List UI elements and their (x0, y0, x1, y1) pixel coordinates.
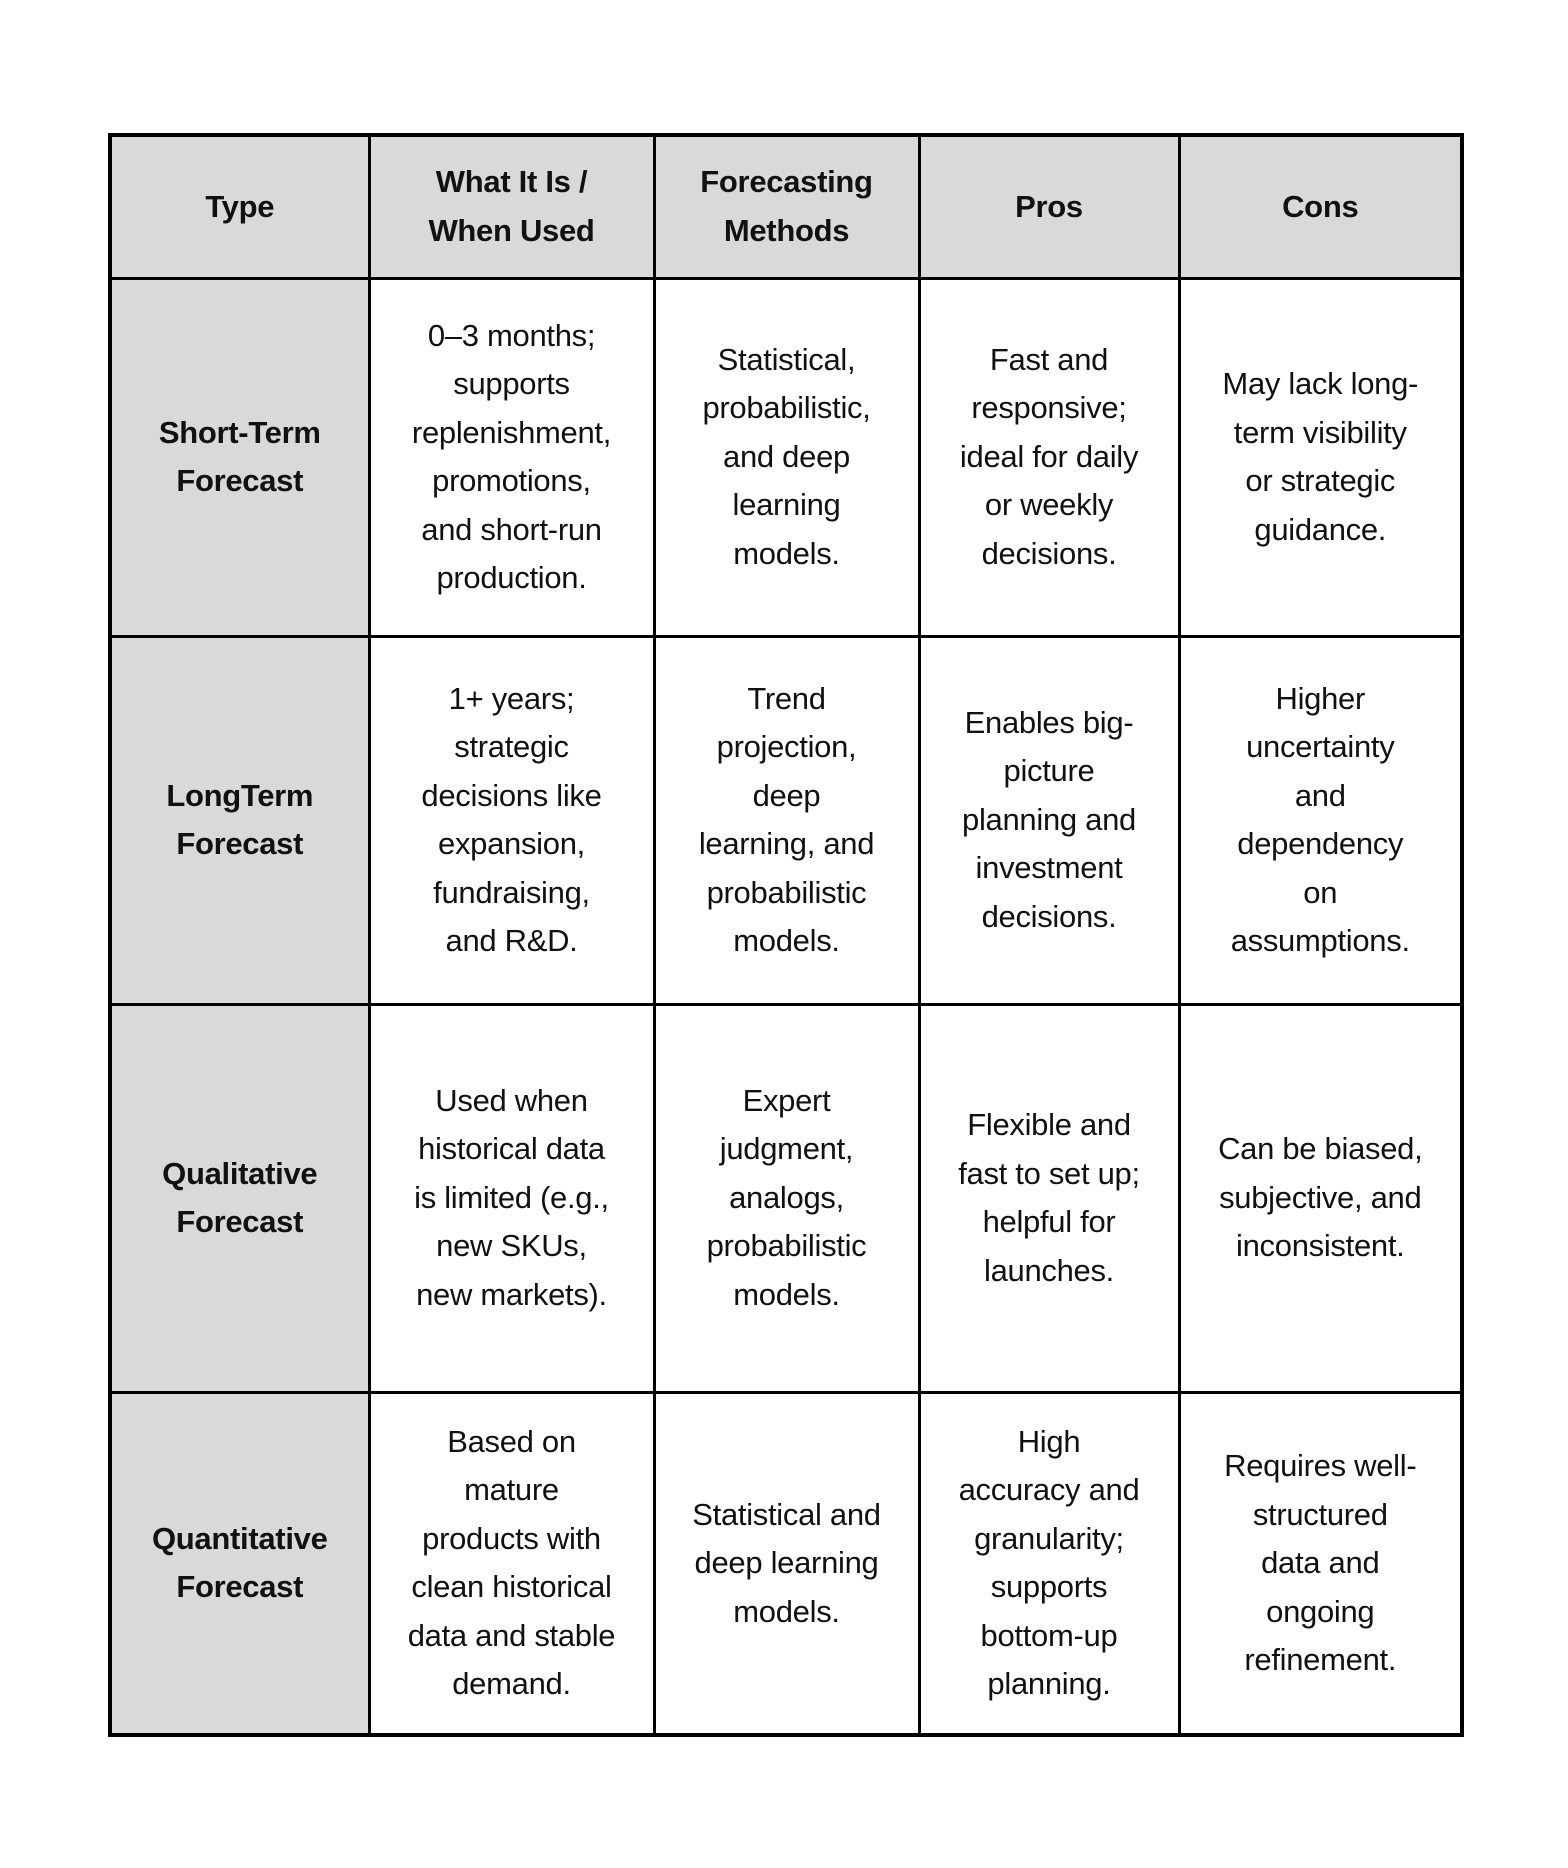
cell-text-line: investment (975, 850, 1123, 886)
cell-text-line: decisions. (981, 535, 1117, 571)
cell-text-line: May lack long- (1222, 366, 1419, 401)
cell-text-line: guidance. (1254, 511, 1387, 547)
cell-text-line: Based on (447, 1423, 576, 1459)
cell-text-line: supports (453, 366, 570, 401)
cell-text-line: planning and (962, 801, 1136, 837)
type-cell (110, 278, 369, 636)
cell-text-line: ongoing (1266, 1593, 1375, 1629)
cell-text-line: bottom-up (980, 1617, 1118, 1653)
cell-text-line: decisions. (981, 898, 1117, 934)
cell-text-line: models. (733, 1276, 840, 1312)
pros-cell (919, 636, 1179, 1004)
cell-text-line: Forecast (176, 1204, 304, 1239)
cell-text-line: Forecast (176, 1569, 304, 1605)
cell-text-line: projection, (716, 729, 857, 764)
cell-text-line: Forecast (176, 463, 304, 498)
cell-text-line: replenishment, (411, 414, 612, 450)
cell-text-line: deep (752, 777, 821, 813)
cell-text-line: Cons (1282, 188, 1359, 224)
table-row (110, 1004, 1462, 1392)
cell-text-line: demand. (452, 1666, 571, 1702)
cell-text-line: Expert (742, 1082, 831, 1118)
cell-text-line: probabilistic, (702, 390, 871, 426)
cell-text-line: production. (436, 560, 587, 595)
cell-text-line: and (1294, 777, 1346, 813)
cell-text-line: analogs, (729, 1179, 844, 1215)
cell-text-line: Statistical and (692, 1496, 881, 1532)
table-row (110, 278, 1462, 636)
pros-cell (919, 1392, 1179, 1735)
pros-cell (919, 1004, 1179, 1392)
header-pros (919, 135, 1179, 278)
cell-text-line: Trend (747, 680, 826, 716)
cell-text-line: is limited (e.g., (414, 1179, 609, 1215)
cell-text-line: responsive; (971, 390, 1127, 426)
cell-text-line: Quantitative (151, 1520, 328, 1556)
cell-text-line: expansion, (438, 826, 585, 861)
cell-text-line: models. (733, 535, 840, 571)
cell-text-line: on (1303, 874, 1338, 910)
cell-text-line: refinement. (1244, 1642, 1397, 1677)
cons-cell (1179, 636, 1462, 1004)
cell-text-line: structured (1252, 1496, 1388, 1532)
cell-text-line: clean historical (411, 1569, 612, 1605)
what-cell (369, 1004, 654, 1392)
cell-text-line: Short-Term (158, 414, 321, 450)
header-row (110, 135, 1462, 278)
cell-text-line: or strategic (1245, 463, 1396, 498)
methods-cell (654, 278, 919, 636)
cell-text-line: and short-run (421, 511, 602, 547)
header-type (110, 135, 369, 278)
cell-text-line: Qualitative (162, 1155, 318, 1191)
cell-text-line: Flexible and (967, 1107, 1131, 1142)
cell-text-line: granularity; (974, 1520, 1124, 1556)
cell-text-line: mature (464, 1472, 559, 1508)
cell-text-line: new markets). (416, 1276, 607, 1312)
cell-text-line: deep learning (694, 1545, 879, 1580)
cell-text-line: historical data (418, 1131, 605, 1167)
what-cell (369, 1392, 654, 1735)
type-cell (110, 1392, 369, 1735)
cell-text-line: High (1017, 1423, 1081, 1459)
cell-text-line: assumptions. (1230, 923, 1410, 958)
cell-text-line: or weekly (984, 487, 1114, 523)
what-cell (369, 636, 654, 1004)
cell-text-line: Pros (1015, 188, 1083, 224)
cell-text-line: Can be biased, (1218, 1131, 1423, 1167)
cell-text-line: Statistical, (717, 341, 856, 377)
cell-text-line: and R&D. (445, 923, 578, 958)
cell-text-line: decisions like (421, 777, 602, 813)
cell-text-line: and deep (723, 438, 850, 474)
cell-text-line: probabilistic (706, 874, 867, 910)
cell-text-line: 1+ years; (448, 680, 575, 716)
cell-text-line: When Used (428, 212, 595, 248)
cell-text-line: term visibility (1233, 414, 1407, 450)
cell-text-line: 0–3 months; (427, 317, 596, 353)
cell-text-line: supports (990, 1569, 1108, 1605)
cell-text-line: Fast and (989, 341, 1109, 377)
table-row (110, 636, 1462, 1004)
cell-text-line: fast to set up; (958, 1155, 1140, 1191)
cell-text-line: new SKUs, (436, 1228, 587, 1264)
cell-text-line: planning. (987, 1666, 1111, 1702)
cons-cell (1179, 1004, 1462, 1392)
cell-text-line: Methods (723, 212, 850, 248)
cell-text-line: uncertainty (1246, 729, 1395, 764)
header-what-it-is (369, 135, 654, 278)
cell-text-line: Higher (1275, 680, 1366, 716)
cell-text-line: models. (733, 1593, 840, 1629)
methods-cell (654, 636, 919, 1004)
cell-text-line: helpful for (982, 1204, 1116, 1239)
cell-text-line: launches. (983, 1252, 1114, 1288)
cell-text-line: learning (732, 487, 841, 523)
cell-text-line: data and (1261, 1545, 1380, 1580)
forecast-types-table (108, 133, 1464, 1737)
cell-text-line: inconsistent. (1236, 1228, 1405, 1264)
cell-text-line: accuracy and (958, 1472, 1140, 1508)
methods-cell (654, 1004, 919, 1392)
cell-text-line: dependency (1237, 826, 1404, 861)
cell-text-line: products with (422, 1520, 601, 1556)
cell-text-line: promotions, (432, 463, 591, 498)
cell-text-line: learning, and (698, 826, 875, 861)
cell-text-line: fundraising, (433, 874, 590, 910)
cell-text-line: Enables big- (964, 704, 1134, 740)
what-cell (369, 278, 654, 636)
cons-cell (1179, 278, 1462, 636)
cons-cell (1179, 1392, 1462, 1735)
header-forecasting-methods (654, 135, 919, 278)
cell-text-line: subjective, and (1219, 1179, 1422, 1215)
cell-text-line: Requires well- (1224, 1448, 1417, 1483)
cell-text-line: picture (1003, 753, 1095, 789)
cell-text-line: data and stable (407, 1617, 616, 1653)
cell-text-line: Type (205, 188, 275, 224)
cell-text-line: Forecast (176, 826, 304, 861)
cell-text-line: Forecasting (700, 164, 873, 200)
cell-text-line: judgment, (719, 1131, 854, 1167)
cell-text-line: LongTerm (166, 777, 314, 813)
cell-text-line: Used when (435, 1082, 588, 1118)
table-row (110, 1392, 1462, 1735)
cell-text-line: What It Is / (435, 164, 588, 200)
cell-text-line: ideal for daily (959, 438, 1139, 474)
cell-text-line: strategic (454, 729, 569, 764)
type-cell (110, 636, 369, 1004)
header-cons (1179, 135, 1462, 278)
pros-cell (919, 278, 1179, 636)
type-cell (110, 1004, 369, 1392)
methods-cell (654, 1392, 919, 1735)
cell-text-line: probabilistic (706, 1228, 867, 1264)
cell-text-line: models. (733, 923, 840, 958)
